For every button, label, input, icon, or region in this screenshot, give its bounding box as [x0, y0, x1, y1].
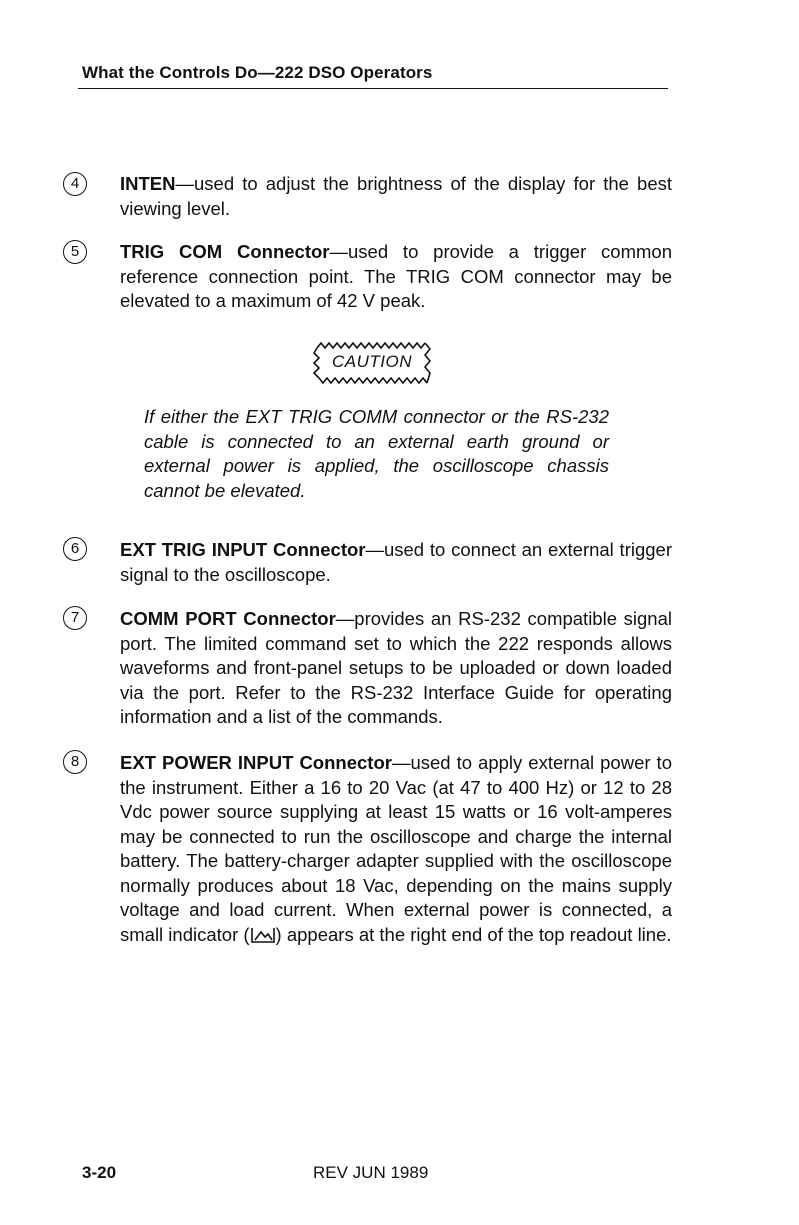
caution-banner [313, 340, 431, 386]
page-number: 3-20 [82, 1163, 117, 1182]
item-separator: — [329, 241, 348, 262]
item-number-4: 4 [63, 172, 87, 196]
item-description: used to apply external power to the instrument. Either a 16 to 20 Vac (at 47 to 400 Hz) or 12 to 28 Vdc power source supplying at least 15 watts or 16 volt-amperes may be connected to run the oscilloscope and charge the internal battery. The battery-charger adapter supplied with the oscilloscope normally produces about 18 Vac, depending on the mains supply voltage and load current. When external power is connected, a small indicator ( [120, 752, 672, 945]
revision-date: REV JUN 1989 [313, 1163, 429, 1182]
item-description: used to provide a trigger common reference connection point. The TRIG COM connector may be elevated to a maximum of 42 V peak. [120, 241, 672, 311]
item-term: EXT POWER INPUT Connector [120, 752, 392, 773]
item-number-6: 6 [63, 537, 87, 561]
item-body [120, 751, 672, 950]
item-number-8: 8 [63, 750, 87, 774]
item-term: TRIG COM Connector [120, 241, 330, 262]
item-number-7: 7 [63, 606, 87, 630]
item-separator: — [365, 539, 384, 560]
external-power-indicator-icon [250, 926, 276, 951]
item-separator: — [175, 173, 194, 194]
caution-text: If either the EXT TRIG COMM connector or the RS-232 cable is connected to an external earth ground or external power is applied, the oscilloscope chassis cannot be elevated. [144, 406, 609, 501]
item-term: INTEN [120, 173, 176, 194]
item-number-5: 5 [63, 240, 87, 264]
item-separator: — [335, 608, 355, 629]
item-description-end: ) appears at the right end of the top readout line. [275, 923, 672, 945]
item-description: provides an RS-232 compatible signal port. The limited command set to which the 222 responds allows waveforms and front-panel setups to be uploaded or down loaded via the port. Refer to the RS-232 Interface Guide for operating information and a list of the commands. [120, 608, 672, 727]
item-body [120, 607, 672, 730]
item-description: used to connect an external trigger signal to the oscilloscope. [120, 539, 672, 585]
item-body [120, 538, 672, 587]
header-rule [78, 88, 668, 89]
item-body [120, 172, 672, 221]
item-term: COMM PORT Connector [120, 608, 336, 629]
item-term: EXT TRIG INPUT Connector [120, 539, 366, 560]
item-body [120, 240, 672, 314]
caution-label: CAUTION [332, 352, 412, 371]
page-header-title: What the Controls Do—222 DSO Operators [82, 63, 433, 82]
item-description: used to adjust the brightness of the display for the best viewing level. [120, 173, 672, 219]
item-separator: — [391, 752, 411, 773]
